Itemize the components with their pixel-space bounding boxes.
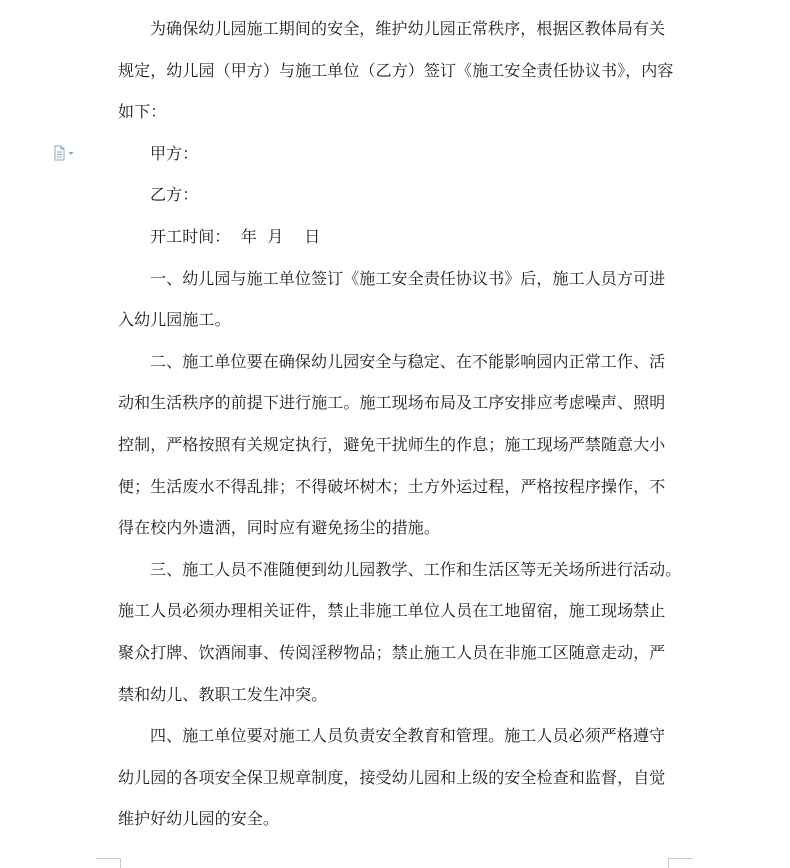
text-line: 四、施工单位要对施工人员负责安全教育和管理。施工人员必须严格遵守	[150, 726, 666, 746]
document-body	[118, 8, 682, 840]
text-line: 控制，严格按照有关规定执行，避免干扰师生的作息；施工现场严禁随意大小	[118, 434, 666, 454]
text-line: 禁和幼儿、教职工发生冲突。	[118, 684, 328, 704]
text-line: 如下：	[118, 102, 167, 122]
document-icon[interactable]	[54, 145, 76, 161]
party-b-label: 乙方：	[150, 185, 199, 205]
text-line: 动和生活秩序的前提下进行施工。施工现场布局及工序安排应考虑噪声、照明	[118, 393, 666, 413]
text-line: 入幼儿园施工。	[118, 310, 231, 330]
page-corner-mark-right	[668, 858, 693, 868]
party-a-label: 甲方：	[150, 143, 199, 163]
text-line: 维护好幼儿园的安全。	[118, 809, 280, 829]
text-line: 幼儿园的各项安全保卫规章制度，接受幼儿园和上级的安全检查和监督，自觉	[118, 767, 666, 787]
text-line: 二、施工单位要在确保幼儿园安全与稳定、在不能影响园内正常工作、活	[150, 351, 666, 371]
text-line: 便；生活废水不得乱排；不得破坏树木；土方外运过程，严格按程序操作，不	[118, 476, 666, 496]
text-line: 规定，幼儿园（甲方）与施工单位（乙方）签订《施工安全责任协议书》，内容	[118, 60, 674, 80]
text-line: 得在校内外遗洒，同时应有避免扬尘的措施。	[118, 518, 441, 538]
text-line: 施工人员必须办理相关证件，禁止非施工单位人员在工地留宿，施工现场禁止	[118, 601, 666, 621]
text-line: 聚众打牌、饮酒闹事、传阅淫秽物品；禁止施工人员在非施工区随意走动，严	[118, 642, 666, 662]
text-line: 一、幼儿园与施工单位签订《施工安全责任协议书》后，施工人员方可进	[150, 268, 666, 288]
page-corner-mark-left	[96, 858, 121, 868]
text-line: 三、施工人员不准随便到幼儿园教学、工作和生活区等无关场所进行活动。	[150, 559, 682, 579]
text-line: 为确保幼儿园施工期间的安全，维护幼儿园正常秩序，根据区教体局有关	[150, 19, 666, 38]
start-date-label: 开工时间： 年 月 日	[150, 226, 321, 246]
